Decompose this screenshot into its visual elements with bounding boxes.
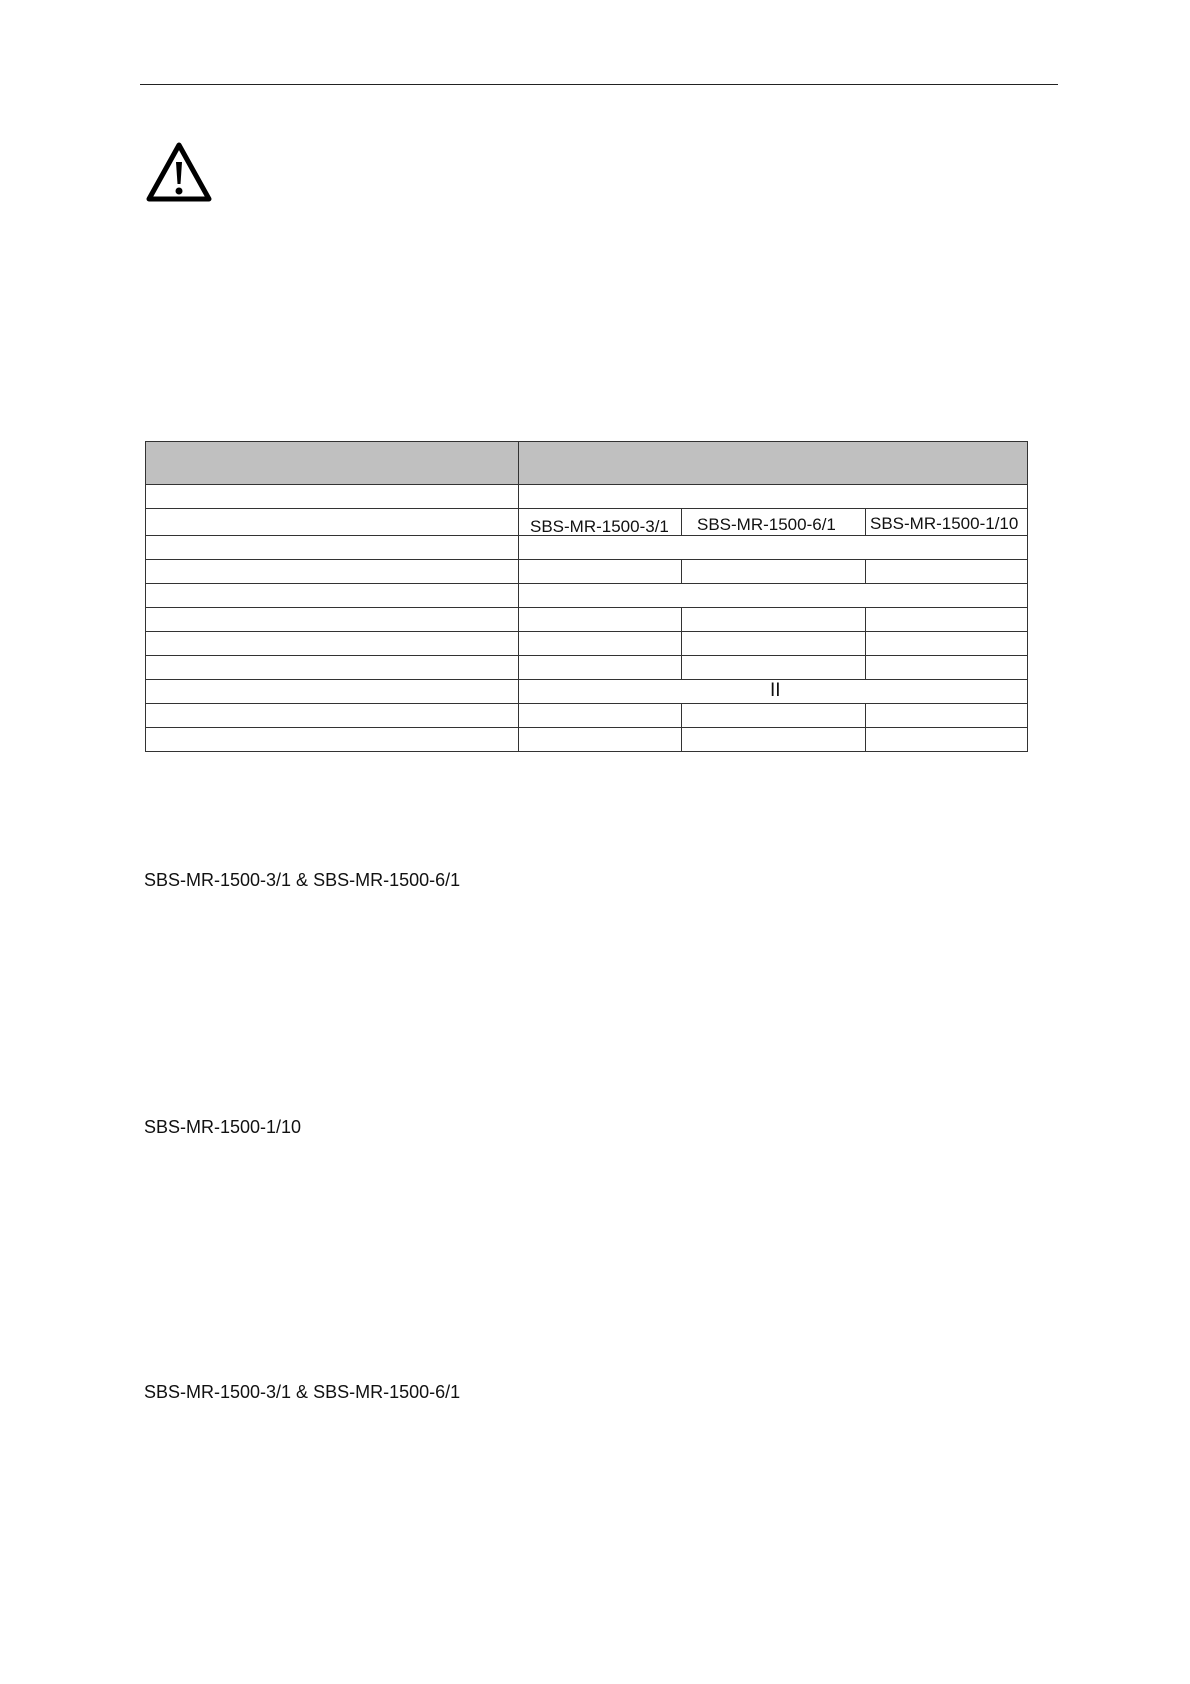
table-row	[146, 485, 1028, 509]
caption-models-3-6: SBS-MR-1500-3/1 & SBS-MR-1500-6/1	[144, 870, 461, 890]
table-row	[146, 632, 1028, 656]
model-label-3: SBS-MR-1500-1/10	[870, 514, 1019, 533]
model-cell-3	[866, 509, 1028, 536]
table-row	[146, 608, 1028, 632]
model-cell-1	[519, 509, 682, 536]
header-cell-models	[519, 442, 1028, 485]
table-row	[146, 680, 1028, 704]
spec-table	[145, 441, 1028, 752]
header-rule	[140, 84, 1058, 85]
model-label-1: SBS-MR-1500-3/1	[530, 517, 669, 536]
table-row	[146, 536, 1028, 560]
header-cell-parameter	[146, 442, 519, 485]
table-header-row	[146, 442, 1028, 485]
caption-model-1-10: SBS-MR-1500-1/10	[144, 1117, 302, 1137]
table-row	[146, 704, 1028, 728]
warning-triangle-icon	[146, 142, 212, 202]
table-row	[146, 560, 1028, 584]
caption-models-3-6-repeat: SBS-MR-1500-3/1 & SBS-MR-1500-6/1	[144, 1382, 461, 1402]
row-separator-mark: II	[764, 681, 787, 700]
table-row	[146, 656, 1028, 680]
table-row	[146, 584, 1028, 608]
table-row-models	[146, 509, 1028, 536]
model-label-2: SBS-MR-1500-6/1	[697, 515, 836, 534]
model-cell-2	[682, 509, 866, 536]
table-row	[146, 728, 1028, 752]
